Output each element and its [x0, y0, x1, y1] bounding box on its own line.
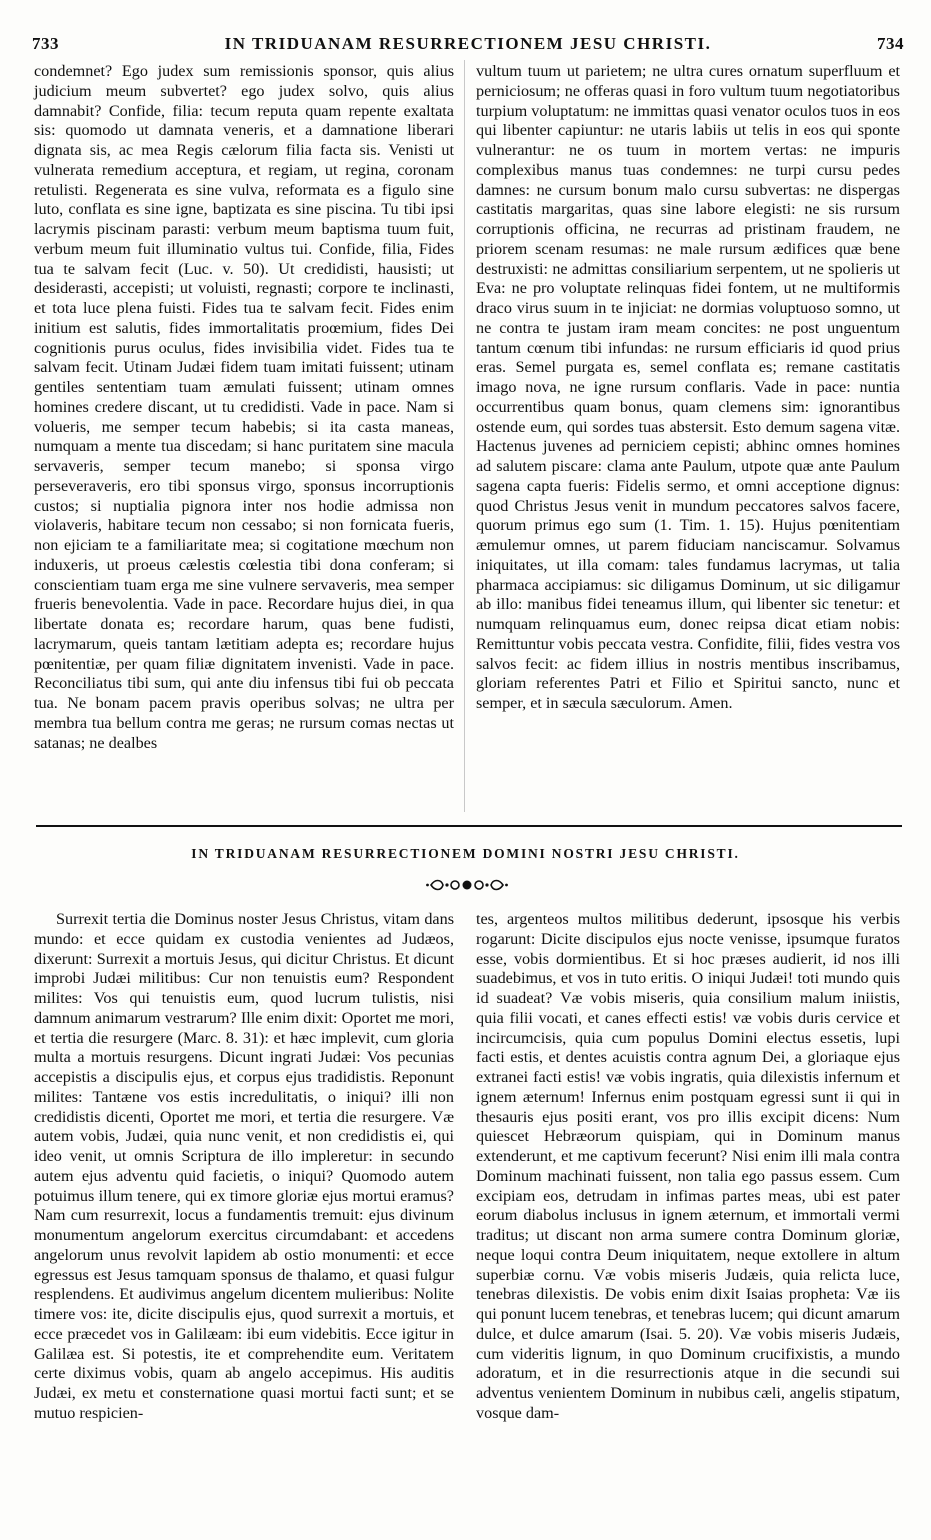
running-title: IN TRIDUANAM RESURRECTIONEM JESU CHRISTI.	[224, 34, 712, 53]
upper-right-column	[476, 62, 900, 714]
section-title: IN TRIDUANAM RESURRECTIONEM DOMINI NOSTRI JESU CHRISTI.	[191, 846, 740, 861]
upper-left-column	[34, 62, 454, 753]
lower-left-paragraph: Surrexit tertia die Dominus noster Jesus Christus, vitam dans mundo: et ecce quidam ex custodia venientes ad Judæos, dixerunt: Surrexit a mortuis Jesus, qui dicitur Christus. Et dicunt improbi Judæi militibus: Cur non tenuistis eum? Respondent milites: Vos qui tenuistis eum, quod lucrum tulistis, nisi damnum animarum vestrarum? Ille enim dixit: Oportet me mori, et tertia die resurgere (Marc. 8. 31): et hæc implevit, cum gloria multa a mortuis resurgens. Dicunt ingrati Judæi: Vos pecunias accepistis a discipulis ejus, et corpus ejus tradidistis. Reponunt milites: Tantæne vos estis incredulitatis, o iniqui? illi non credidistis dicenti, Oportet me mori, et tertia die resurgere. Væ autem vobis, Judæi, quia nunc venit, et non credidistis ei, qui ideo venit, ut omnis Scriptura de illo impleretur: in secundo autem ejus adventu quid facietis, o iniqui? Quomodo autem potuimus illum tenere, qui ex timore gloriæ ejus mortui eramus? Nam cum resurrexit, locus a fundamentis tremuit: ejus divinum monumentum angelorum exercitus circumdabant: et accedens angelorum unus revolvit lapidem ab ostio monumenti: et ecce egressus est Jesus tamquam sponsus de thalamo, et quasi fulgur resplendens. Et audivimus angelum dicentem mulieribus: Nolite timere vos: ite, dicite discipulis ejus, quod surrexit a mortuis, et ecce præcedet vos in Galilæam: ibi eum videbitis. Ecce igitur in Galilæa est. Si potestis, ite et comprehendite eum. Veritatem certe diximus vobis, quam ab angelo accepimus. His auditis Judæi, ex metu et consternatione quasi mortui facti sunt; et se mutuo respicien-	[34, 910, 454, 1422]
floral-ornament-icon	[425, 877, 509, 893]
upper-right-paragraph: vultum tuum ut parietem; ne ultra cures ornatum superfluum et perniciosum; ne offeras quasi in foro vultum tuum negotiatoribus turpium voluptatum: ne immittas quasi venator oculos tuos in eos qui libenter capiuntur: ne utaris labiis ut telis in eos qui sponte vulnerantur: ne os tuum in mortem vertas: ne impuris complexibus manus tuas condemnes: ne turpi cursu pedes damnes: ne cursum bonum malo cursu subvertas: ne dispergas castitatis margaritas, quas sine labore elegisti: ne sis rursum corruptionis officina, ne recurras ad pristinam fraudem, ne priorem scenam resumas: ne male rursum ædifices quæ bene destruxisti: ne admittas consiliarium serpentem, ut ne spolieris ut Eva: ne pro voluptate relinquas fidei fontem, ut ne multiformis draco virus suum in te injiciat: ne dormias voluptuoso somno, ut ne contra te justam iram meam concites: ne post unguentum tantum cœnum tibi infundas: ne rursum efficiaris id quod prius eras. Semel purgata es, semel conflata es; remane castitatis imago nova, ne igne rursum conflaris. Vade in pace: nuntia occurrentibus quam bonus, quam clemens sim: ignorantibus ostende eum, qui sordes tuas abstersit. Esto demum sagena vitæ. Hactenus juvenes ad perniciem cepisti; abhinc omnes homines ad salutem piscare: clama ante Paulum, utpote quæ ante Paulum sagena capta fueris: Fidelis sermo, et omni acceptione dignus: quod Christus Jesus venit in mundum peccatores salvos facere, quorum primus ego sum (1. Tim. 1. 15). Hujus pœnitentiam æmulemur omnes, ut parem fiduciam nanciscamur. Solvamus iniquitates, ut illa comam: tales fundamus lacrymas, ut talia pharmaca accipiamus: sic diligamus Dominum, ut sic diligamur ab illo: manibus fidei teneamus illum, qui libenter sic tenetur: et numquam relinquamus eum, donec reipsa dicat etiam nobis: Remittuntur vobis peccata vestra. Confidite, filii, fides vestra vos salvos fecit: ac fidem illius in nostris mentibus inscribamus, gloriam referentes Patri et Filio et Spiritui sancto, nunc et semper, et in sæcula sæculorum. Amen.	[476, 62, 900, 712]
page-number-right: 734	[877, 34, 904, 53]
lower-right-column	[476, 910, 900, 1424]
column-divider	[464, 60, 465, 812]
running-header	[32, 34, 904, 58]
section-divider-rule	[36, 825, 902, 827]
upper-left-paragraph: condemnet? Ego judex sum remissionis sponsor, quis alius judicium meum subvertet? ego judex solvo, quis alius damnabit? Confide, filia: tecum reputa quam repente exaltata sis: quomodo ut damnata veneris, et a damnatione liberari dignata sis, ac mea Regis cælorum filia facta sis. Venisti ut vulnerata remedium acceptura, et regiam, ut regina, coronam retulisti. Regenerata es sine vulva, reformata es a figulo sine luto, conflata es sine igne, baptizata es sine piscina. Tu tibi ipsi lacrymis piscinam parasti: verbum meum baptisma tuum fuit, verbum meum fuit illuminatio vultus tui. Confide, filia, Fides tua te salvam fecit (Luc. v. 50). Ut credidisti, hausisti; ut desiderasti, accepisti; ut voluisti, regnasti; corpore te inclinasti, et tota luce plena fuisti. Fides tua te salvam fecit. Fides enim initium est salutis, fides immortalitatis proœmium, fides Dei cognitionis purus oculus, fides invisibilia videt. Fides tua te salvam fecit. Utinam Judæi fidem tuam imitati fuissent; utinam gentiles sententiam tuam æmulati fuissent; utinam omnes homines credere discant, ut tu credidisti. Vade in pace. Nam si volueris, me semper tecum habebis; si ita casta maneas, numquam a mente tua discedam; si hanc puritatem sine macula servaveris, semper tecum manebo; si sponsa virgo perseveraveris, ero tibi sponsus virgo, sponsus incorruptionis custos; si nuptialia pignora inter nos hodie admissa non violaveris, habitare tecum non cessabo; si non fornicata fueris, non ejiciam te a familiaritate mea; si cogitatione mœchum non induxeris, ut proeus cælestis cœlestia tibi dona conferam; si conscientiam tuam erga me sine vulnere servaveris, mea semper frueris benevolentia. Vade in pace. Recordare hujus diei, in qua libertate donata es; recordare harum, quas bene fudisti, lacrymarum, queis tantam lætitiam adepta es; recordare hujus pœnitentiæ, per quam filiæ dignitatem invenisti. Vade in pace. Reconciliatus tibi sum, qui ante diu infensus tibi fui ob peccata tua. Ne bonam pacem pravis operibus solvas; ne ultra per membra tua bellum contra me geras; ne rursum comas nectas ut satanas; ne dealbes	[34, 62, 454, 752]
lower-left-column	[34, 910, 454, 1424]
lower-right-paragraph: tes, argenteos multos militibus dederunt, ipsosque his verbis rogarunt: Dicite discipulos ejus nocte venisse, ipsumque furatos esse, vobis dormientibus. Et si hoc præses audierit, id nos illi suadebimus, et vos in tuto eritis. O iniqui Judæi! toti mundo quis id suadeat? Væ vobis miseris, quia consilium malum iniistis, quia filii vocati, et canes effecti estis! væ vobis duris cervice et incircumcisis, quia cum populus Domini electus essetis, lupi facti estis, et dentes acuistis contra agnum Dei, a gloriaque ejus extranei facti estis! væ vobis ingratis, quia dilexistis infernum et ignem æternum! Infernus enim postquam egressi sunt ii qui in thesauris ejus positi erant, vos pro illis excipit dicens: Num quiescet Hebræorum quispiam, qui in Dominum manus extenderunt, et me captivum fecerunt? Nisi enim illi mala contra Dominum machinati fuissent, non talia ego passus essem. Cum excipiam eos, detrudam in infimas partes meas, ubi est pater eorum diabolus inclusus in ignem æternum, et immortali vermi traditus; ut discant non arma sumere contra Dominum gloriæ, neque loqui contra Deum iniquitatem, neque extollere in altum superbiæ cornu. Væ vobis miseris Judæis, quia relicta luce, tenebras dilexistis. De vobis enim dixit Isaias propheta: Væ iis qui ponunt lucem tenebras, et tenebras lucem; qui dicunt amarum dulce, et dulce amarum (Isai. 5. 20). Væ vobis miseris Judæis, cum videritis lignum, in quo Dominum crucifixistis, a mundo adoratum, et in die resurrectionis atque in die secundi sui adventus venientem Dominum in nubibus cæli, angelis stipatum, vosque dam-	[476, 910, 900, 1422]
page-number-left: 733	[32, 34, 59, 53]
